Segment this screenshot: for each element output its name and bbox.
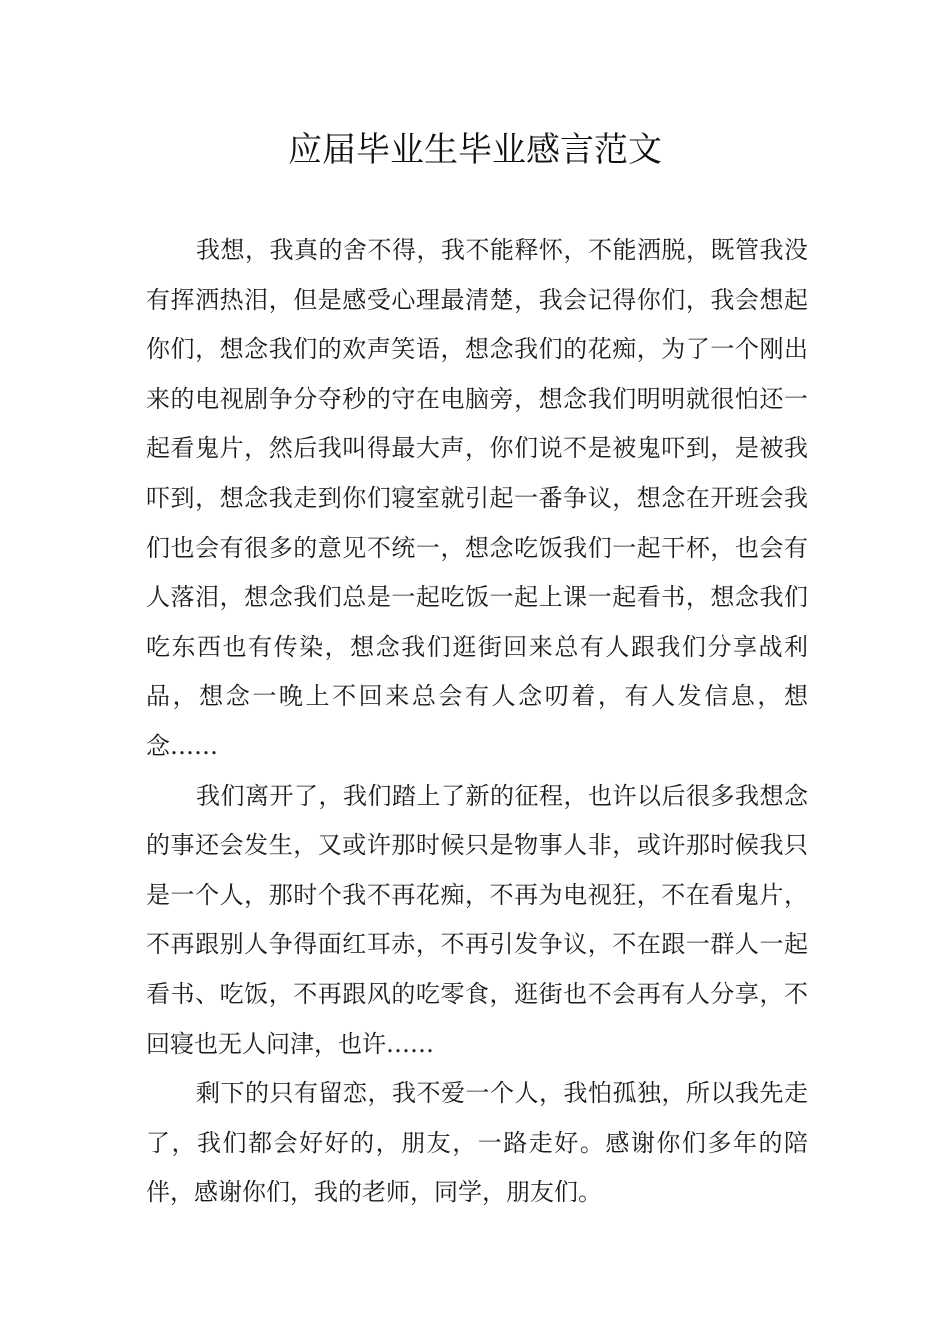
paragraph-3: 剩下的只有留恋，我不爱一个人，我怕孤独，所以我先走了，我们都会好好的，朋友，一路走好。感谢你们多年的陪伴，感谢你们，我的老师，同学，朋友们。 (146, 1079, 808, 1207)
document-title: 应届毕业生毕业感言范文 (288, 130, 662, 170)
paragraph-2: 我们离开了，我们踏上了新的征程，也许以后很多我想念的事还会发生，又或许那时候只是物事人非，或许那时候我只是一个人，那时个我不再花痴，不再为电视狂，不在看鬼片，不再跟别人争得面红耳赤，不再引发争议，不在跟一群人一起看书、吃饭，不再跟风的吃零食，逛街也不会再有人分享，不回寝也无人问津，也许…… (146, 781, 808, 1058)
paragraph-1: 我想，我真的舍不得，我不能释怀，不能洒脱，既管我没有挥洒热泪，但是感受心理最清楚，我会记得你们，我会想起你们，想念我们的欢声笑语，想念我们的花痴，为了一个刚出来的电视剧争分夺秒的守在电脑旁，想念我们明明就很怕还一起看鬼片，然后我叫得最大声，你们说不是被鬼吓到，是被我吓到，想念我走到你们寝室就引起一番争议，想念在开班会我们也会有很多的意见不统一，想念吃饭我们一起干杯，也会有人落泪，想念我们总是一起吃饭一起上课一起看书，想念我们吃东西也有传染，想念我们逛街回来总有人跟我们分享战利品，想念一晚上不回来总会有人念叨着，有人发信息，想念…… (146, 236, 808, 760)
document-body (146, 226, 808, 1218)
